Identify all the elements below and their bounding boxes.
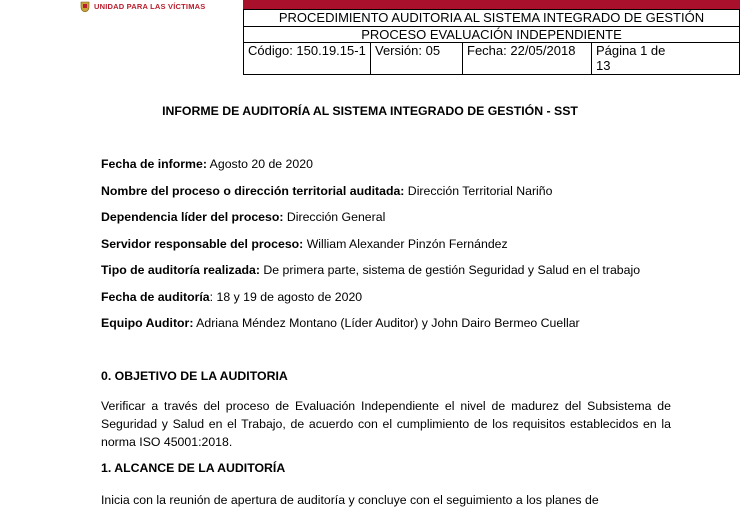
section-body-scope: Inicia con la reunión de apertura de auditoría y concluye con el seguimiento a los planes de (101, 493, 599, 507)
field-label: Equipo Auditor: (101, 316, 194, 330)
page-number (592, 43, 740, 75)
field-label: Fecha de auditoría (101, 290, 210, 304)
audit-team-field (101, 316, 580, 330)
audited-process-field (101, 184, 552, 198)
organization-name: UNIDAD PARA LAS VÍCTIMAS (94, 2, 206, 11)
lead-department-field (101, 210, 385, 224)
field-label: Tipo de auditoría realizada: (101, 263, 260, 277)
document-date: Fecha: 22/05/2018 (463, 43, 592, 75)
procedure-title: PROCEDIMIENTO AUDITORIA AL SISTEMA INTEGRADO DE GESTIÓN (244, 10, 740, 27)
field-value: Dirección Territorial Nariño (404, 184, 553, 198)
field-value: William Alexander Pinzón Fernández (303, 237, 508, 251)
coat-of-arms-icon (80, 1, 90, 12)
field-value: De primera parte, sistema de gestión Seguridad y Salud en el trabajo (259, 263, 641, 277)
header-bar (243, 0, 740, 9)
field-label: Servidor responsable del proceso: (101, 237, 304, 251)
field-label: Nombre del proceso o dirección territorial auditada: (101, 184, 405, 198)
process-name: PROCESO EVALUACIÓN INDEPENDIENTE (244, 27, 740, 43)
field-label: Dependencia líder del proceso: (101, 210, 284, 224)
field-label: Fecha de informe: (101, 157, 207, 171)
responsible-official-field (101, 237, 508, 251)
document-header-table (243, 9, 740, 75)
logo (0, 0, 243, 12)
page-number-line2: 13 (596, 58, 611, 73)
audit-date-field (101, 290, 362, 304)
report-date-field (101, 157, 313, 171)
field-value: Agosto 20 de 2020 (206, 157, 313, 171)
page-number-line1: Página 1 de (596, 43, 666, 58)
section-heading-objective: 0. OBJETIVO DE LA AUDITORIA (101, 369, 288, 383)
document-version: Versión: 05 (371, 43, 463, 75)
section-heading-scope: 1. ALCANCE DE LA AUDITORÍA (101, 461, 286, 475)
field-value: : 18 y 19 de agosto de 2020 (209, 290, 363, 304)
section-body-objective: Verificar a través del proceso de Evaluación Independiente el nivel de madurez del Subsistema de Seguridad y Salud en el Trabajo, de acuerdo con el cumplimiento de los requisitos establecidos en la norma ISO 45001:2018. (101, 399, 671, 449)
field-value: Dirección General (283, 210, 386, 224)
field-value: Adriana Méndez Montano (Líder Auditor) y John Dairo Bermeo Cuellar (193, 316, 580, 330)
audit-type-field (101, 263, 640, 277)
document-code: Código: 150.19.15-1 (244, 43, 371, 75)
report-title: INFORME DE AUDITORÍA AL SISTEMA INTEGRADO DE GESTIÓN - SST (162, 104, 578, 118)
